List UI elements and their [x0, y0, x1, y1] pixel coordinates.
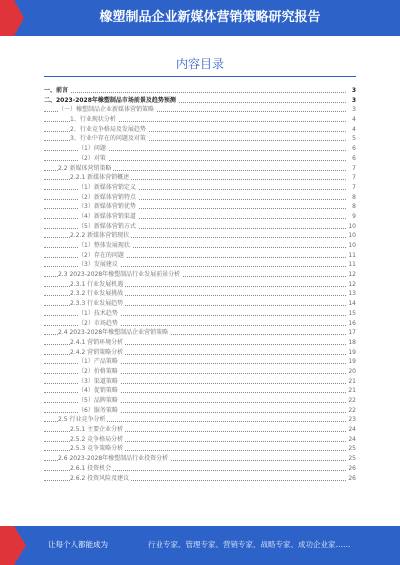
toc-entry[interactable] [44, 241, 356, 251]
toc-entry[interactable] [44, 222, 356, 232]
toc-entry-label: （1）整体发展现状 [78, 242, 130, 249]
toc-entry[interactable] [44, 280, 356, 290]
toc-entry-label: （2）价格策略 [78, 367, 118, 375]
toc-entry[interactable] [44, 144, 356, 154]
toc-entry[interactable] [44, 464, 356, 474]
toc-entry-page: 8 [346, 202, 356, 212]
toc-entry-label: （3）新媒体营销优势 [78, 203, 136, 211]
toc-entry[interactable] [44, 105, 356, 115]
toc-entry-label: 2.2.1 新媒体营销概述 [70, 174, 130, 182]
toc-entry-label: （3）发展建议 [78, 261, 118, 269]
footer-arrow-decoration [0, 526, 32, 565]
toc-entry[interactable] [44, 309, 356, 319]
toc-entry[interactable] [44, 202, 356, 212]
toc-entry-label: 2.3.1 行业发展机遇 [70, 280, 124, 288]
toc-entry-page: 21 [346, 386, 356, 396]
toc-entry-page: 13 [346, 289, 356, 299]
toc-entry-label: 2.4 2023-2028年橡塑制品企业营销策略 [58, 329, 169, 337]
toc-entry[interactable] [44, 454, 356, 464]
toc-entry-page: 4 [346, 115, 356, 125]
toc-entry-page: 19 [346, 357, 356, 367]
report-footer-banner [0, 526, 400, 565]
toc-entry-page: 22 [346, 396, 356, 406]
toc-entry-page: 8 [346, 193, 356, 203]
toc-entry-page: 23 [346, 415, 356, 425]
toc-entry-label: 2.6 2023-2028年橡塑制品行业投资分析 [58, 455, 169, 463]
toc-entry[interactable] [44, 406, 356, 416]
toc-entry-label: 2.2 新媒体营销策略 [58, 164, 112, 172]
toc-entry-label: （2）市场趋势 [78, 319, 118, 327]
toc-entry[interactable] [44, 183, 356, 193]
toc-entry-label: （5）新媒体营销方式 [78, 222, 136, 230]
toc-entry[interactable] [44, 251, 356, 261]
toc-entry-page: 5 [346, 134, 356, 144]
toc-entry-label: 2.4.1 营销环境分析 [70, 338, 124, 346]
report-title: 橡塑制品企业新媒体营销策略研究报告 [99, 10, 321, 25]
toc-entry-page: 12 [346, 270, 356, 280]
toc-entry-page: 6 [346, 144, 356, 154]
toc-entry[interactable] [44, 164, 356, 174]
toc-entry[interactable] [44, 173, 356, 183]
toc-entry[interactable] [44, 125, 356, 135]
toc-entry-page: 22 [346, 406, 356, 416]
toc-entry-page: 3 [346, 86, 356, 96]
toc-entry[interactable] [44, 319, 356, 329]
toc-entry[interactable] [44, 377, 356, 387]
toc-entry-page: 21 [346, 377, 356, 387]
toc-entry-page: 3 [346, 96, 356, 106]
toc-entry-label: 2.6.1 投资机会 [70, 464, 112, 472]
toc-entry-page: 4 [346, 125, 356, 135]
toc-entry-page: 26 [346, 474, 356, 484]
toc-entry-label: （2）对策 [78, 154, 106, 162]
header-ribbon-decoration [0, 0, 30, 36]
toc-entry-label: 2.2.2 新媒体营销现状 [70, 232, 130, 240]
toc-entry-label: （1）新媒体营销定义 [78, 183, 136, 191]
toc-entry-label: 2.4.2 营销策略分析 [70, 348, 124, 356]
toc-entry[interactable] [44, 193, 356, 203]
toc-entry[interactable] [44, 231, 356, 241]
toc-entry[interactable] [44, 328, 356, 338]
toc-entry-page: 11 [346, 260, 356, 270]
toc-entry-page: 14 [346, 299, 356, 309]
toc-heading: 内容目录 [175, 57, 224, 71]
toc-entry-label: 1、行业现状分析 [70, 116, 116, 124]
report-header-banner [0, 0, 400, 36]
toc-entry-label: 2、行业竞争格局及发展趋势 [70, 125, 146, 133]
toc-entry-page: 24 [346, 425, 356, 435]
toc-entry-page: 9 [346, 212, 356, 222]
toc-entry[interactable] [44, 357, 356, 367]
toc-entry-page: 24 [346, 435, 356, 445]
toc-entry-label: 2.5.3 竞争策略分析 [70, 445, 124, 453]
toc-entry-page: 17 [346, 328, 356, 338]
toc-entry[interactable] [44, 96, 356, 106]
toc-entry-page: 25 [346, 444, 356, 454]
toc-entry-page: 10 [346, 231, 356, 241]
toc-entry[interactable] [44, 260, 356, 270]
toc-entry-page: 12 [346, 280, 356, 290]
toc-entry[interactable] [44, 348, 356, 358]
footer-slogan: 让每个人都能成为 [48, 540, 108, 549]
toc-entry-label: 2.5 行业竞争分析 [58, 416, 106, 424]
toc-entry-label: （2）新媒体营销特点 [78, 193, 136, 201]
toc-entry-label: （2）存在的问题 [78, 251, 124, 259]
toc-entry-page: 18 [346, 338, 356, 348]
toc-entry[interactable] [44, 435, 356, 445]
toc-entry-page: 19 [346, 348, 356, 358]
toc-entry[interactable] [44, 134, 356, 144]
toc-entry-page: 11 [346, 251, 356, 261]
toc-entry[interactable] [44, 338, 356, 348]
toc-entry-label: （4）促销策略 [78, 387, 118, 395]
toc-entry-page: 3 [346, 105, 356, 115]
toc-entry[interactable] [44, 212, 356, 222]
toc-entry-label: 2.3.3 行业发展趋势 [70, 300, 124, 308]
toc-entry-label: 2.3.2 行业发展挑战 [70, 290, 124, 298]
toc-entry-label: 一、前言 [44, 87, 69, 94]
toc-entry[interactable] [44, 425, 356, 435]
toc-entry-label: （4）新媒体营销渠道 [78, 212, 136, 220]
toc-entry-page: 7 [346, 173, 356, 183]
toc-entry-label: 2.5.1 主要企业分析 [70, 426, 124, 434]
toc-entry-page: 6 [346, 154, 356, 164]
toc-entry-label: （1）产品策略 [78, 358, 118, 366]
toc-entry-page: 15 [346, 309, 356, 319]
toc-entry-label: （1）问题 [78, 145, 106, 153]
toc-entry-label: （5）品牌策略 [78, 397, 118, 404]
footer-audience-text: 行业专家、管理专家、营销专家、战略专家、成功企业家…… [148, 540, 351, 549]
toc-entry[interactable] [44, 474, 356, 484]
toc-entry-label: （3）渠道策略 [78, 377, 118, 385]
toc-entry-label: 2.6.2 投资风险及建议 [70, 474, 130, 482]
toc-dot-leader [44, 92, 346, 93]
toc-entry-page: 7 [346, 164, 356, 174]
toc-entry[interactable] [44, 289, 356, 299]
toc-entry[interactable] [44, 154, 356, 164]
toc-entry[interactable] [44, 367, 356, 377]
toc-entry-label: 3、行业中存在的问题及对策 [70, 135, 146, 143]
toc-entry-page: 26 [346, 464, 356, 474]
toc-entry-label: （一）橡塑制品企业新媒体营销策略 [58, 106, 155, 114]
toc-entry-label: （6）服务策略 [78, 406, 118, 414]
toc-entry[interactable] [44, 86, 356, 96]
toc-entry-page: 25 [346, 454, 356, 464]
toc-entry-page: 20 [346, 367, 356, 377]
toc-entry-label: （1）技术趋势 [78, 309, 118, 317]
toc-entry[interactable] [44, 115, 356, 125]
toc-entry[interactable] [44, 386, 356, 396]
toc-entry[interactable] [44, 270, 356, 280]
toc-entry-label: 2.3 2023-2028年橡塑制品行业发展前景分析 [58, 271, 181, 279]
toc-entry-page: 10 [346, 241, 356, 251]
toc-entry-page: 16 [346, 319, 356, 329]
toc-heading-divider [44, 76, 356, 77]
toc-entry-label: 二、2023-2028年橡塑制品市场前景及趋势预测 [44, 96, 176, 104]
toc-entry[interactable] [44, 444, 356, 454]
table-of-contents [44, 86, 356, 483]
toc-entry-label: 2.5.2 竞争格局分析 [70, 435, 124, 443]
toc-entry[interactable] [44, 415, 356, 425]
toc-entry[interactable] [44, 299, 356, 309]
toc-entry[interactable] [44, 396, 356, 406]
toc-entry-page: 7 [346, 183, 356, 193]
toc-entry-page: 10 [346, 222, 356, 232]
